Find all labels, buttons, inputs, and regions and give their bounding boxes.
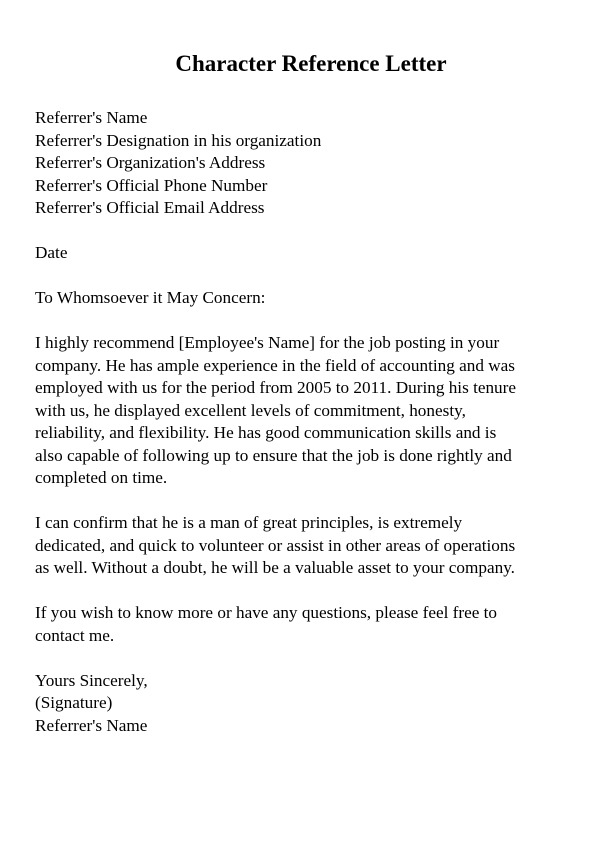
spacer (35, 580, 575, 603)
paragraph-line: employed with us for the period from 2005 to 2011. During his tenure (35, 378, 517, 397)
closing: Yours Sincerely, (35, 670, 148, 690)
paragraph-line: with us, he displayed excellent levels of commitment, honesty, (35, 400, 466, 420)
paragraph-line: also capable of following up to ensure that the job is done rightly and (35, 445, 512, 465)
paragraph-line: contact me. (35, 625, 115, 645)
referrer-name-line: Referrer's Name (35, 108, 148, 127)
paragraph-line: I can confirm that he is a man of great principles, is extremely (35, 513, 463, 532)
paragraph-confirmation (35, 512, 575, 580)
paragraph-contact (35, 602, 575, 647)
referrer-email-line: Referrer's Official Email Address (35, 198, 265, 217)
paragraph-line: dedicated, and quick to volunteer or assist in other areas of operations (35, 535, 516, 555)
referrer-designation-line: Referrer's Designation in his organization (35, 130, 322, 150)
paragraph-line: completed on time. (35, 468, 168, 487)
referrer-phone-line: Referrer's Official Phone Number (35, 175, 268, 195)
spacer (35, 220, 575, 243)
letter-date: Date (35, 243, 68, 262)
spacer (35, 310, 575, 333)
signer-name: Referrer's Name (35, 715, 148, 735)
paragraph-line: as well. Without a doubt, he will be a valuable asset to your company. (35, 558, 515, 577)
paragraph-recommendation (35, 332, 575, 490)
signature: (Signature) (35, 693, 113, 712)
paragraph-line: reliability, and flexibility. He has good communication skills and is (35, 423, 497, 442)
spacer (35, 647, 575, 670)
spacer (35, 490, 575, 513)
referrer-header (35, 107, 575, 220)
letter-title: Character Reference Letter (175, 51, 447, 76)
paragraph-line: company. He has ample experience in the field of accounting and was (35, 355, 515, 375)
referrer-address-line: Referrer's Organization's Address (35, 153, 266, 172)
paragraph-line: I highly recommend [Employee's Name] for the job posting in your (35, 333, 500, 352)
letter-body (35, 107, 575, 737)
sign-off (35, 670, 575, 738)
salutation: To Whomsoever it May Concern: (35, 288, 266, 307)
paragraph-line: If you wish to know more or have any questions, please feel free to (35, 603, 498, 622)
spacer (35, 265, 575, 288)
